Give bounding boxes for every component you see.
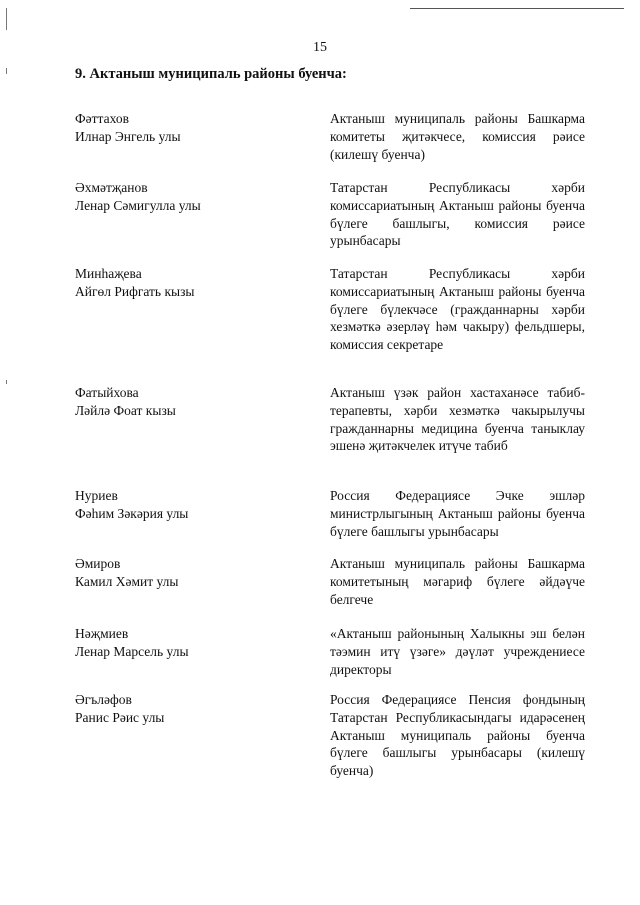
scan-mark bbox=[6, 68, 7, 74]
section-heading: 9. Актаныш муниципаль районы буенча: bbox=[75, 66, 347, 82]
member-given-name: Камил Хәмит улы bbox=[75, 573, 179, 589]
member-name bbox=[75, 265, 315, 301]
member-surname: Минһаҗева bbox=[75, 266, 142, 281]
member-role: «Актаныш районының Халыкны эш белән тәэмин итү үзәге» дәүләт учреждениесе директоры bbox=[330, 626, 585, 677]
member-name bbox=[75, 110, 315, 146]
top-rule bbox=[410, 8, 624, 9]
member-given-name: Ленар Сәмигулла улы bbox=[75, 197, 201, 213]
member-role: Актаныш муниципаль районы Башкарма комитеты җитәкчесе, комиссия рәисе (килешү буенча) bbox=[330, 111, 585, 162]
member-role: Россия Федерациясе Пенсия фондының Татарстан Республикасындагы идарәсенең Актаныш муниципаль районы буенча бүлеге башлыгы урынбасары (килешү буенча) bbox=[330, 692, 585, 779]
member-role: Татарстан Республикасы хәрби комиссариатының Актаныш районы буенча бүлеге бүлекчәсе (гражданнарны хәрби хезмәткә әзерләү һәм чакыру) фельдшеры, комиссия секретаре bbox=[330, 266, 585, 353]
page-number: 15 bbox=[313, 40, 327, 55]
member-surname: Нәҗмиев bbox=[75, 626, 129, 641]
member-given-name: Фәһим Зәкәрия улы bbox=[75, 505, 189, 521]
member-given-name: Ләйлә Фоат кызы bbox=[75, 402, 176, 418]
member-given-name: Илнар Энгель улы bbox=[75, 128, 181, 144]
member-role: Татарстан Республикасы хәрби комиссариатының Актаныш районы буенча бүлеге башлыгы, комиссия рәисе урынбасары bbox=[330, 180, 585, 249]
member-surname: Нуриев bbox=[75, 488, 118, 503]
member-surname: Әхмәтҗанов bbox=[75, 180, 148, 195]
scan-mark bbox=[6, 8, 7, 30]
member-given-name: Ленар Марсель улы bbox=[75, 643, 189, 659]
member-role: Актаныш муниципаль районы Башкарма комитетының мәгариф бүлеге әйдәүче белгече bbox=[330, 556, 585, 607]
member-given-name: Айгөл Рифгать кызы bbox=[75, 283, 195, 299]
member-role: Актаныш үзәк район хастаханәсе табиб-терапевты, хәрби хезмәткә чакырылучы гражданнарны медицина буенча таныклау эшенә җитәкчелек итүче табиб bbox=[330, 385, 585, 454]
scan-mark bbox=[6, 380, 7, 384]
member-name bbox=[75, 487, 315, 523]
member-name bbox=[75, 384, 315, 420]
member-name bbox=[75, 555, 315, 591]
member-surname: Фатыйхова bbox=[75, 385, 139, 400]
member-name bbox=[75, 691, 315, 727]
member-name bbox=[75, 179, 315, 215]
member-surname: Әгъләфов bbox=[75, 692, 132, 707]
member-surname: Әмиров bbox=[75, 556, 121, 571]
member-given-name: Ранис Рәис улы bbox=[75, 709, 165, 725]
member-role: Россия Федерациясе Эчке эшләр министрлыгының Актаныш районы буенча бүлеге башлыгы урынбасары bbox=[330, 488, 585, 539]
member-name bbox=[75, 625, 315, 661]
member-surname: Фәттахов bbox=[75, 111, 129, 126]
